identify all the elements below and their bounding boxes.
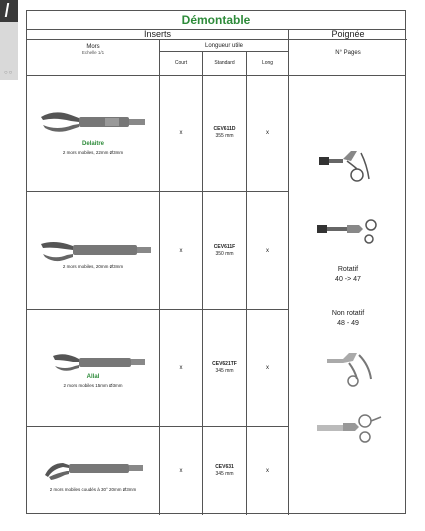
standard-cell bbox=[203, 75, 247, 191]
header-longueur: Longueur utile bbox=[160, 40, 289, 52]
court-cell: x bbox=[160, 75, 203, 191]
header-pages: N° Pages bbox=[335, 50, 361, 56]
mors-cell bbox=[27, 192, 160, 309]
instrument-name: Allal bbox=[86, 374, 100, 380]
court-cell: x bbox=[160, 427, 203, 515]
table-header bbox=[27, 29, 405, 76]
mors-cell bbox=[27, 75, 160, 191]
sidebar-tab-top bbox=[0, 0, 18, 22]
table-row bbox=[27, 427, 289, 515]
reference: CEV631 345 mm bbox=[215, 464, 234, 477]
sidebar-tab bbox=[0, 0, 18, 80]
standard-cell bbox=[203, 427, 247, 515]
rotatif-label: Rotatif bbox=[337, 266, 359, 273]
standard-cell bbox=[203, 310, 247, 426]
nonrotatif-pages: 48 - 49 bbox=[337, 320, 359, 327]
header-standard: Standard bbox=[203, 52, 247, 75]
long-cell: x bbox=[247, 192, 289, 309]
long-cell: x bbox=[247, 310, 289, 426]
slash-icon bbox=[5, 3, 9, 17]
standard-cell bbox=[203, 192, 247, 309]
page-title: Démontable bbox=[27, 11, 405, 30]
court-cell: x bbox=[160, 192, 203, 309]
header-mors-label: Mors bbox=[86, 44, 100, 50]
rotatif-pages: 40 -> 47 bbox=[335, 276, 361, 283]
table-row bbox=[27, 310, 289, 427]
long-cell: x bbox=[247, 75, 289, 191]
header-long: Long bbox=[247, 52, 289, 75]
instrument-desc: 2 mors mobiles, 20mm Ø3mm bbox=[62, 264, 124, 269]
header-inserts: Inserts bbox=[27, 29, 289, 40]
header-echelle: Echelle 1/1 bbox=[81, 50, 105, 55]
reference: CEV611D 355 mm bbox=[213, 126, 236, 139]
handle-nonrotatif-image bbox=[323, 349, 379, 389]
table-row bbox=[27, 192, 289, 310]
instrument-image-delaitre bbox=[35, 103, 155, 143]
instrument-desc: 2 mors mobiles 15mm Ø3mm bbox=[63, 383, 123, 388]
handle-rotatif-image bbox=[317, 145, 377, 189]
table-row bbox=[27, 75, 289, 192]
header-court: Court bbox=[160, 52, 203, 75]
header-poignee: Poignée bbox=[289, 29, 407, 40]
sidebar-dots: ○○ bbox=[4, 70, 14, 76]
header-mors bbox=[27, 40, 160, 75]
court-cell: x bbox=[160, 310, 203, 426]
mors-cell bbox=[27, 427, 160, 515]
reference: CEV611F 350 mm bbox=[213, 243, 236, 257]
instrument-name: Delaitre bbox=[81, 141, 104, 147]
reference: CEV621TF 345 mm bbox=[212, 361, 237, 374]
long-cell: x bbox=[247, 427, 289, 515]
catalog-table bbox=[26, 10, 406, 514]
handle-rotatif-image bbox=[315, 215, 385, 247]
nonrotatif-label: Non rotatif bbox=[331, 310, 365, 317]
poignee-column bbox=[289, 75, 407, 515]
handle-nonrotatif-image bbox=[315, 409, 385, 449]
instrument-image bbox=[41, 453, 151, 487]
instrument-desc: 2 mors mobiles, 22mm Ø3mm bbox=[62, 150, 124, 155]
mors-cell bbox=[27, 310, 160, 426]
instrument-desc: 2 mors mobiles coudés à 30° 20mm Ø3mm bbox=[49, 487, 137, 492]
